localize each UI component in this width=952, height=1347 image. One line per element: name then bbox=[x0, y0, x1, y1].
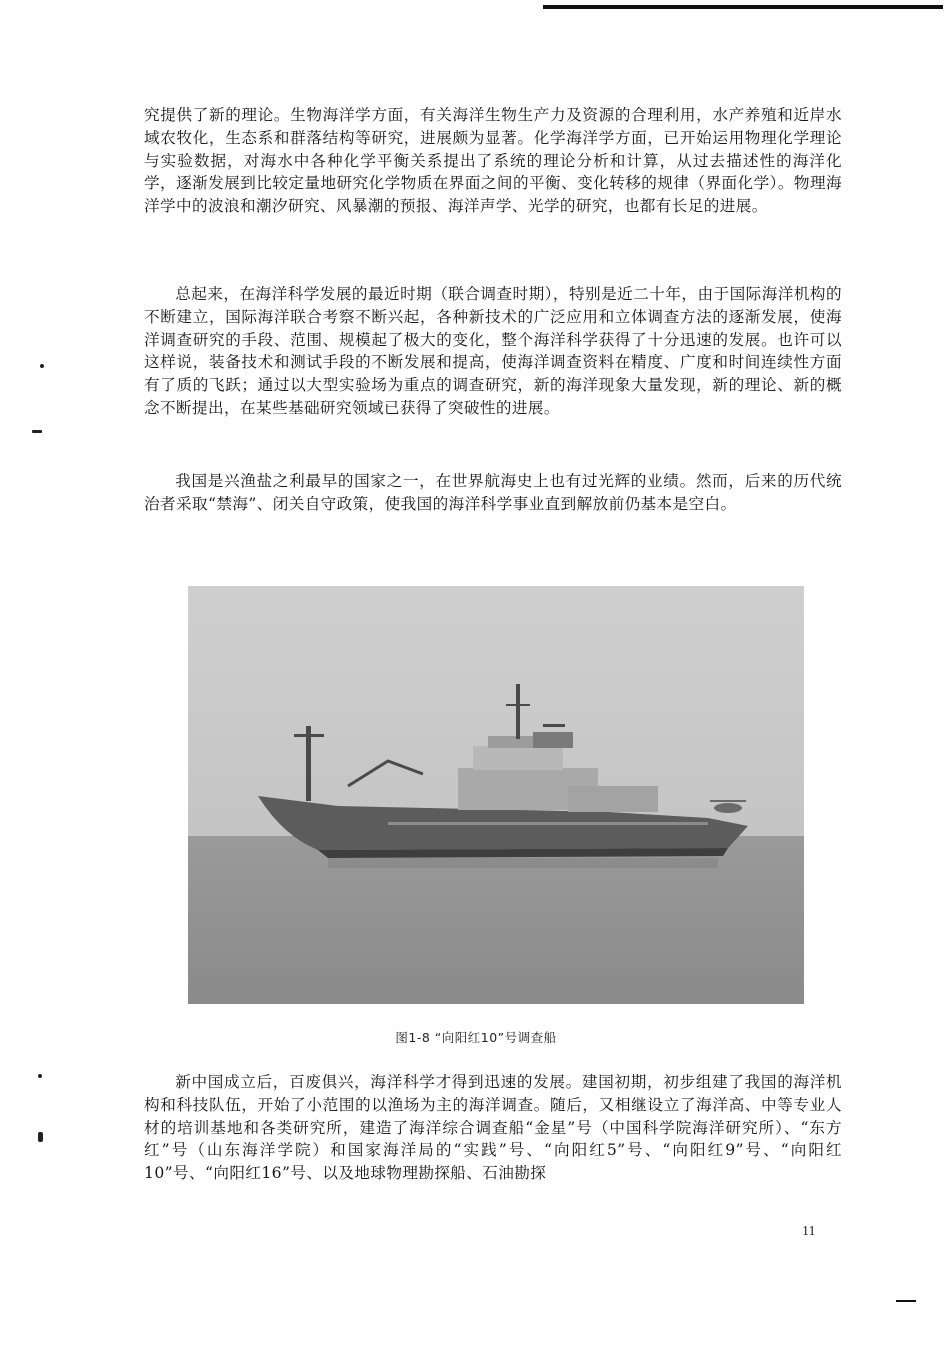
scan-speck bbox=[40, 364, 44, 368]
paragraph-4-text: 新中国成立后，百废俱兴，海洋科学才得到迅速的发展。建国初期，初步组建了我国的海洋机构和科技队伍，开始了小范围的以渔场为主的海洋调查。随后，又相继设立了海洋高、中等专业人材的培训基地和各类研究所，建造了海洋综合调查船“金星”号（中国科学院海洋研究所）、“东方红”号（山东海洋学院）和国家海洋局的“实践”号、“向阳红5”号、“向阳红9”号、“向阳红10”号、“向阳红16”号、以及地球物理勘探船、石油勘探 bbox=[144, 1073, 842, 1183]
page-number: 11 bbox=[802, 1224, 816, 1239]
ship-photo bbox=[188, 586, 804, 1004]
paragraph-1-text: 究提供了新的理论。生物海洋学方面，有关海洋生物生产力及资源的合理利用，水产养殖和近岸水域农牧化，生态系和群落结构等研究，进展颇为显著。化学海洋学方面，已开始运用物理化学理论与实验数据，对海水中各种化学平衡关系提出了系统的理论分析和计算，从过去描述性的海洋化学，逐渐发展到比较定量地研究化学物质在界面之间的平衡、变化转移的规律（界面化学）。物理海洋学中的波浪和潮汐研究、风暴潮的预报、海洋声学、光学的研究，也都有长足的进展。 bbox=[144, 106, 842, 216]
ship-illustration bbox=[188, 586, 804, 1004]
paragraph-2-text: 总起来，在海洋科学发展的最近时期（联合调查时期），特别是近二十年，由于国际海洋机构的不断建立，国际海洋联合考察不断兴起，各种新技术的广泛应用和立体调查方法的逐渐发展，使海洋调查研究的手段、范围、规模起了极大的变化，整个海洋科学获得了十分迅速的发展。也许可以这样说，装备技术和测试手段的不断发展和提高，使海洋调查资料在精度、广度和时间连续性方面有了质的飞跃；通过以大型实验场为重点的调查研究，新的海洋现象大量发现，新的理论、新的概念不断提出，在某些基础研究领域已获得了突破性的进展。 bbox=[144, 285, 842, 417]
scan-speck bbox=[32, 430, 42, 433]
bottom-mark bbox=[896, 1300, 916, 1302]
paragraph-3-text: 我国是兴渔盐之利最早的国家之一，在世界航海史上也有过光辉的业绩。然而，后来的历代统治者采取“禁海”、闭关自守政策，使我国的海洋科学事业直到解放前仍基本是空白。 bbox=[144, 472, 842, 513]
scan-speck bbox=[38, 1132, 43, 1142]
top-rule bbox=[543, 5, 943, 9]
figure-caption: 图1-8 “向阳红10”号调查船 bbox=[395, 1030, 557, 1045]
paragraph-4 bbox=[144, 1071, 842, 1185]
paragraph-3 bbox=[144, 470, 842, 516]
paragraph-1 bbox=[144, 104, 842, 218]
scan-speck bbox=[38, 1074, 42, 1078]
paragraph-2 bbox=[144, 283, 842, 420]
